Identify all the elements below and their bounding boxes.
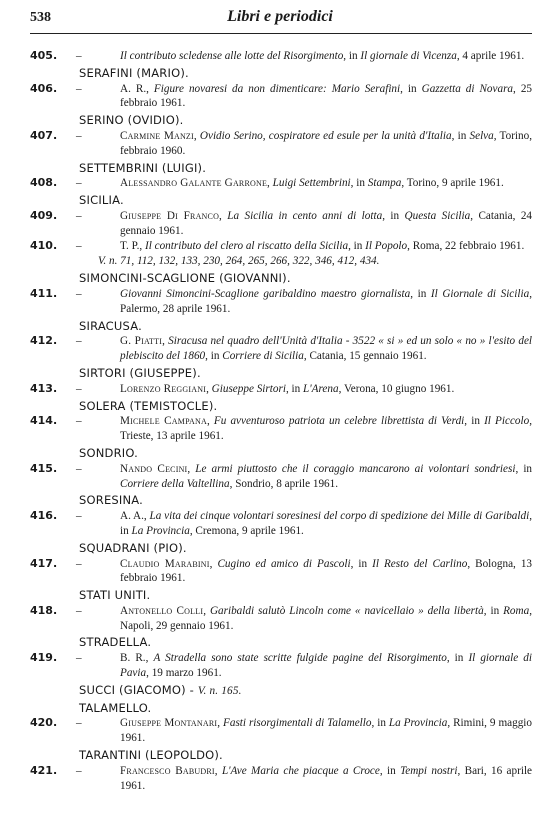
entry-text — [120, 176, 532, 191]
entry-dash: – — [76, 415, 82, 428]
entry-number: 414. — [30, 414, 58, 428]
bibliography-entry — [30, 604, 532, 634]
entry-text — [120, 651, 532, 681]
entry-dash: – — [76, 510, 82, 523]
entry-detail: , in — [343, 50, 361, 62]
subject-heading — [30, 193, 532, 208]
entry-detail: A. R., — [120, 82, 154, 95]
subject-heading — [30, 113, 532, 128]
entry-title: Il giornale di Vicenza — [360, 50, 457, 62]
entry-detail: , Torino, febbraio 1960. — [120, 129, 533, 157]
subject-heading-text: SUCCI (GIACOMO) - — [79, 682, 198, 697]
entry-title: Il Piccolo — [484, 415, 530, 428]
entry-detail: , Bologna, 13 febbraio 1961. — [120, 557, 533, 585]
entry-text — [120, 764, 532, 794]
bibliography-entry — [30, 651, 532, 681]
entry-detail: , in — [379, 764, 401, 777]
entry-number: 418. — [30, 603, 58, 617]
entry-detail: , Napoli, 29 gennaio 1961. — [120, 604, 532, 632]
entry-number: 415. — [30, 461, 58, 475]
entry-text — [120, 287, 532, 317]
entry-title: La vita dei cinque volontari soresinesi del corpo di spedizione dei Mille di Garibaldi — [149, 510, 530, 523]
entry-title: L'Arena — [303, 382, 339, 395]
entry-text — [120, 49, 532, 64]
entry-text — [120, 462, 532, 492]
entry-title: Ovidio Serino, cospiratore ed esule per la unità d'Italia — [199, 129, 452, 142]
entry-dash: – — [76, 129, 82, 142]
entry-number: 417. — [30, 556, 58, 570]
entry-title: Siracusa nel quadro dell'Unità d'Italia - 3522 « si » ed un solo « no » l'esito del plebiscito del 1860 — [120, 335, 533, 363]
entry-text — [120, 209, 532, 239]
entry-author: Alessandro Galante Garrone — [120, 177, 268, 190]
bibliography-entry — [30, 176, 532, 191]
entry-dash: – — [76, 717, 82, 730]
subject-heading-text: SERINO (OVIDIO). — [79, 113, 184, 128]
entry-title: Le armi piuttosto che il coraggio mancarono ai volontari sondriesi — [195, 462, 516, 475]
entry-detail: , in — [382, 209, 405, 222]
entry-number: 406. — [30, 81, 58, 95]
entry-number: 409. — [30, 208, 58, 222]
entry-title: La Provincia — [131, 524, 190, 537]
entry-author: Claudio Marabini — [120, 557, 210, 570]
entry-title: Giovanni Simoncini-Scaglione garibaldino maestro giornalista — [120, 287, 411, 300]
entry-number: 410. — [30, 238, 58, 252]
entry-detail: , in — [464, 415, 485, 428]
entry-detail: , in — [446, 652, 469, 665]
subject-heading — [30, 748, 532, 763]
bibliography-entry — [30, 462, 532, 492]
entry-detail: , — [206, 415, 214, 428]
subject-heading-text: SORESINA. — [79, 493, 144, 508]
entry-dash: – — [76, 764, 82, 777]
entry-detail: , Bari, 16 aprile 1961. — [120, 764, 533, 792]
page-number: 538 — [30, 10, 51, 25]
entry-text — [120, 382, 532, 397]
entry-detail: , — [193, 129, 200, 142]
entry-text — [120, 509, 532, 539]
page-header — [30, 8, 530, 30]
subject-heading-text: TALAMELLO. — [79, 700, 152, 715]
bibliography-list — [30, 49, 532, 793]
entry-number: 420. — [30, 716, 58, 730]
subject-heading — [30, 446, 532, 461]
entry-detail: , in — [515, 462, 533, 475]
entry-author: Antonello Colli — [120, 604, 204, 617]
subject-heading-text: STRADELLA. — [79, 635, 152, 650]
cross-reference: V. n. 165. — [197, 684, 242, 697]
entry-detail: , — [187, 462, 196, 475]
cross-reference-line: V. n. 71, 112, 132, 133, 230, 264, 265, 266, 322, 346, 412, 434. — [98, 255, 380, 268]
entry-title: Il contributo scledense alle lotte del Risorgimento — [120, 50, 344, 62]
entry-detail: A. A., — [120, 510, 150, 523]
entry-author: Giuseppe Di Franco — [120, 209, 220, 222]
entry-detail: , — [214, 764, 222, 777]
entry-text — [120, 129, 532, 159]
entry-number: 413. — [30, 381, 58, 395]
entry-detail: , Torino, 9 aprile 1961. — [401, 177, 504, 190]
entry-title: Il contributo del clero al riscatto della Sicilia — [144, 239, 349, 252]
entry-dash: – — [76, 462, 82, 475]
bibliography-entry — [30, 557, 532, 587]
entry-text — [120, 557, 532, 587]
subject-heading — [30, 635, 532, 650]
entry-detail: , in — [350, 557, 373, 570]
entry-title: Roma — [503, 604, 530, 617]
bibliography-entry — [30, 764, 532, 794]
bibliography-entry — [30, 287, 532, 317]
entry-number: 416. — [30, 509, 58, 523]
subject-heading — [30, 271, 532, 286]
entry-title: La Sicilia in cento anni di lotta — [227, 209, 383, 222]
entry-detail: , Trieste, 13 aprile 1961. — [120, 415, 533, 443]
bibliography-entry — [30, 382, 532, 397]
subject-heading — [30, 319, 532, 334]
subject-heading-text: SOLERA (TEMISTOCLE). — [79, 398, 218, 413]
subject-heading-text: SIMONCINI-SCAGLIONE (GIOVANNI). — [79, 271, 291, 286]
entry-detail: , 4 aprile 1961. — [456, 50, 525, 62]
bibliography-entry — [30, 129, 532, 159]
entry-dash: – — [76, 557, 82, 570]
entry-number: 412. — [30, 334, 58, 348]
subject-heading-text: TARANTINI (LEOPOLDO). — [79, 748, 223, 763]
entry-text — [120, 82, 532, 112]
entry-title: Gazzetta di Novara — [421, 82, 514, 95]
subject-heading-text: SIRTORI (GIUSEPPE). — [79, 365, 201, 380]
entry-text — [120, 716, 532, 746]
entry-author: Francesco Babudri — [120, 764, 215, 777]
subject-heading-text: STATI UNITI. — [79, 588, 151, 603]
entry-title: Cugino ed amico di Pascoli — [217, 557, 351, 570]
entry-title: Il giornale di Pavia — [120, 652, 533, 680]
entry-detail: , in — [350, 177, 368, 190]
entry-detail: , in — [120, 510, 533, 537]
entry-dash: – — [76, 287, 82, 300]
entry-detail: , 25 febbraio 1961. — [120, 82, 533, 110]
entry-detail: , in — [400, 82, 422, 95]
entry-detail: , Cremona, 9 aprile 1961. — [189, 524, 304, 537]
bibliography-entry — [30, 334, 532, 364]
entry-detail: , — [162, 335, 169, 348]
entry-detail: T. P., — [120, 239, 145, 252]
entry-dash: – — [76, 604, 82, 617]
entry-detail: , in — [371, 717, 389, 730]
entry-number: 411. — [30, 286, 58, 300]
subject-heading — [30, 66, 532, 81]
entry-detail: , — [203, 604, 210, 617]
subject-heading — [30, 161, 532, 176]
entry-dash: – — [76, 50, 82, 62]
entry-text — [120, 239, 532, 254]
subject-heading — [30, 493, 532, 508]
entry-number: 419. — [30, 651, 58, 665]
entry-dash: – — [76, 382, 82, 395]
entry-title: Luigi Settembrini — [272, 177, 351, 190]
entry-dash: – — [76, 209, 82, 222]
entry-dash: – — [76, 335, 82, 348]
entry-title: Figure novaresi da non dimenticare: Mario Serafini — [153, 82, 401, 95]
entry-title: Stampa — [367, 177, 402, 190]
entry-detail: , — [217, 717, 224, 730]
entry-title: Corriere della Valtellina — [120, 477, 230, 490]
subject-heading-text: SERAFINI (MARIO). — [79, 65, 189, 80]
bibliography-entry — [30, 49, 532, 64]
bibliography-entry — [30, 239, 532, 254]
entry-title: Garibaldi salutò Lincoln come « navicellaio » della libertà — [209, 604, 484, 617]
subject-heading-text: SQUADRANI (PIO). — [79, 540, 187, 555]
subject-heading-text: SIRACUSA. — [79, 318, 142, 333]
entry-detail: , in — [285, 382, 304, 395]
running-title: Libri e periodici — [227, 8, 333, 25]
subject-heading — [30, 588, 532, 603]
entry-number: 408. — [30, 176, 58, 190]
entry-detail: , — [219, 209, 228, 222]
entry-title: Giuseppe Sirtori — [211, 382, 286, 395]
entry-author: G. Piatti — [120, 335, 163, 348]
entry-text — [120, 414, 532, 444]
entry-title: Fu avventuroso patriota un celebre librettista di Verdi — [213, 415, 465, 428]
entry-title: Selva — [469, 129, 494, 142]
entry-detail: , in — [348, 239, 366, 252]
entry-detail: , in — [410, 287, 431, 300]
header-rule — [30, 33, 532, 34]
subject-heading — [30, 541, 532, 556]
entry-title: Fasti risorgimentali di Talamello — [223, 717, 372, 730]
entry-number: 405. — [30, 49, 58, 62]
entry-title: Il Giornale di Sicilia — [430, 287, 530, 300]
bibliography-entry — [30, 414, 532, 444]
entry-text — [120, 604, 532, 634]
entry-detail: , — [267, 177, 273, 190]
entry-title: Il Resto del Carlino — [372, 557, 468, 570]
bibliography-entry — [30, 209, 532, 239]
entry-detail: , Sondrio, 8 aprile 1961. — [229, 477, 339, 490]
subject-heading-text: SONDRIO. — [79, 445, 139, 460]
entry-text — [120, 334, 532, 364]
entry-detail: , 19 marzo 1961. — [146, 667, 222, 680]
subject-heading-text: SICILIA. — [79, 193, 124, 208]
bibliography-entry — [30, 82, 532, 112]
subject-heading — [30, 399, 532, 414]
entry-dash: – — [76, 177, 82, 190]
entry-dash: – — [76, 82, 82, 95]
entry-title: L'Ave Maria che piacque a Croce — [221, 764, 380, 777]
entry-number: 421. — [30, 763, 58, 777]
subject-heading-text: SETTEMBRINI (LUIGI). — [79, 160, 207, 175]
subject-heading — [30, 701, 532, 716]
entry-author: Nando Cecini — [120, 462, 188, 475]
entry-title: Tempi nostri — [400, 764, 458, 777]
entry-detail: , in — [205, 350, 223, 363]
entry-detail: , Rimini, 9 maggio 1961. — [120, 717, 533, 745]
entry-title: Questa Sicilia — [404, 209, 471, 222]
bibliography-entry — [30, 509, 532, 539]
entry-detail: , Verona, 10 giugno 1961. — [338, 382, 455, 395]
entry-author: Giuseppe Montanari — [120, 717, 218, 730]
entry-detail: , — [206, 382, 212, 395]
entry-detail: , Catania, 15 gennaio 1961. — [303, 350, 427, 363]
entry-detail: , Catania, 24 gennaio 1961. — [120, 209, 533, 237]
entry-dash: – — [76, 652, 82, 665]
entry-author: Michele Campana — [120, 415, 207, 428]
entry-author: Lorenzo Reggiani — [120, 382, 207, 395]
entry-title: Il Popolo — [365, 239, 408, 252]
entry-title: A Stradella sono state scritte fulgide pagine del Risorgimento — [153, 652, 447, 665]
entry-detail: B. R., — [120, 652, 154, 665]
entry-detail: , in — [483, 604, 504, 617]
entry-title: Corriere di Sicilia — [222, 350, 304, 363]
subject-heading — [30, 366, 532, 381]
entry-detail: , in — [451, 129, 470, 142]
entry-dash: – — [76, 239, 82, 252]
subject-heading — [30, 683, 532, 699]
entry-author: Carmine Manzi — [120, 129, 194, 142]
entry-detail: , — [209, 557, 218, 570]
entry-detail: , Roma, 22 febbraio 1961. — [407, 239, 525, 252]
bibliography-entry — [30, 716, 532, 746]
entry-title: La Provincia — [388, 717, 448, 730]
entry-number: 407. — [30, 128, 58, 142]
entry-detail: , Palermo, 28 aprile 1961. — [120, 287, 532, 315]
